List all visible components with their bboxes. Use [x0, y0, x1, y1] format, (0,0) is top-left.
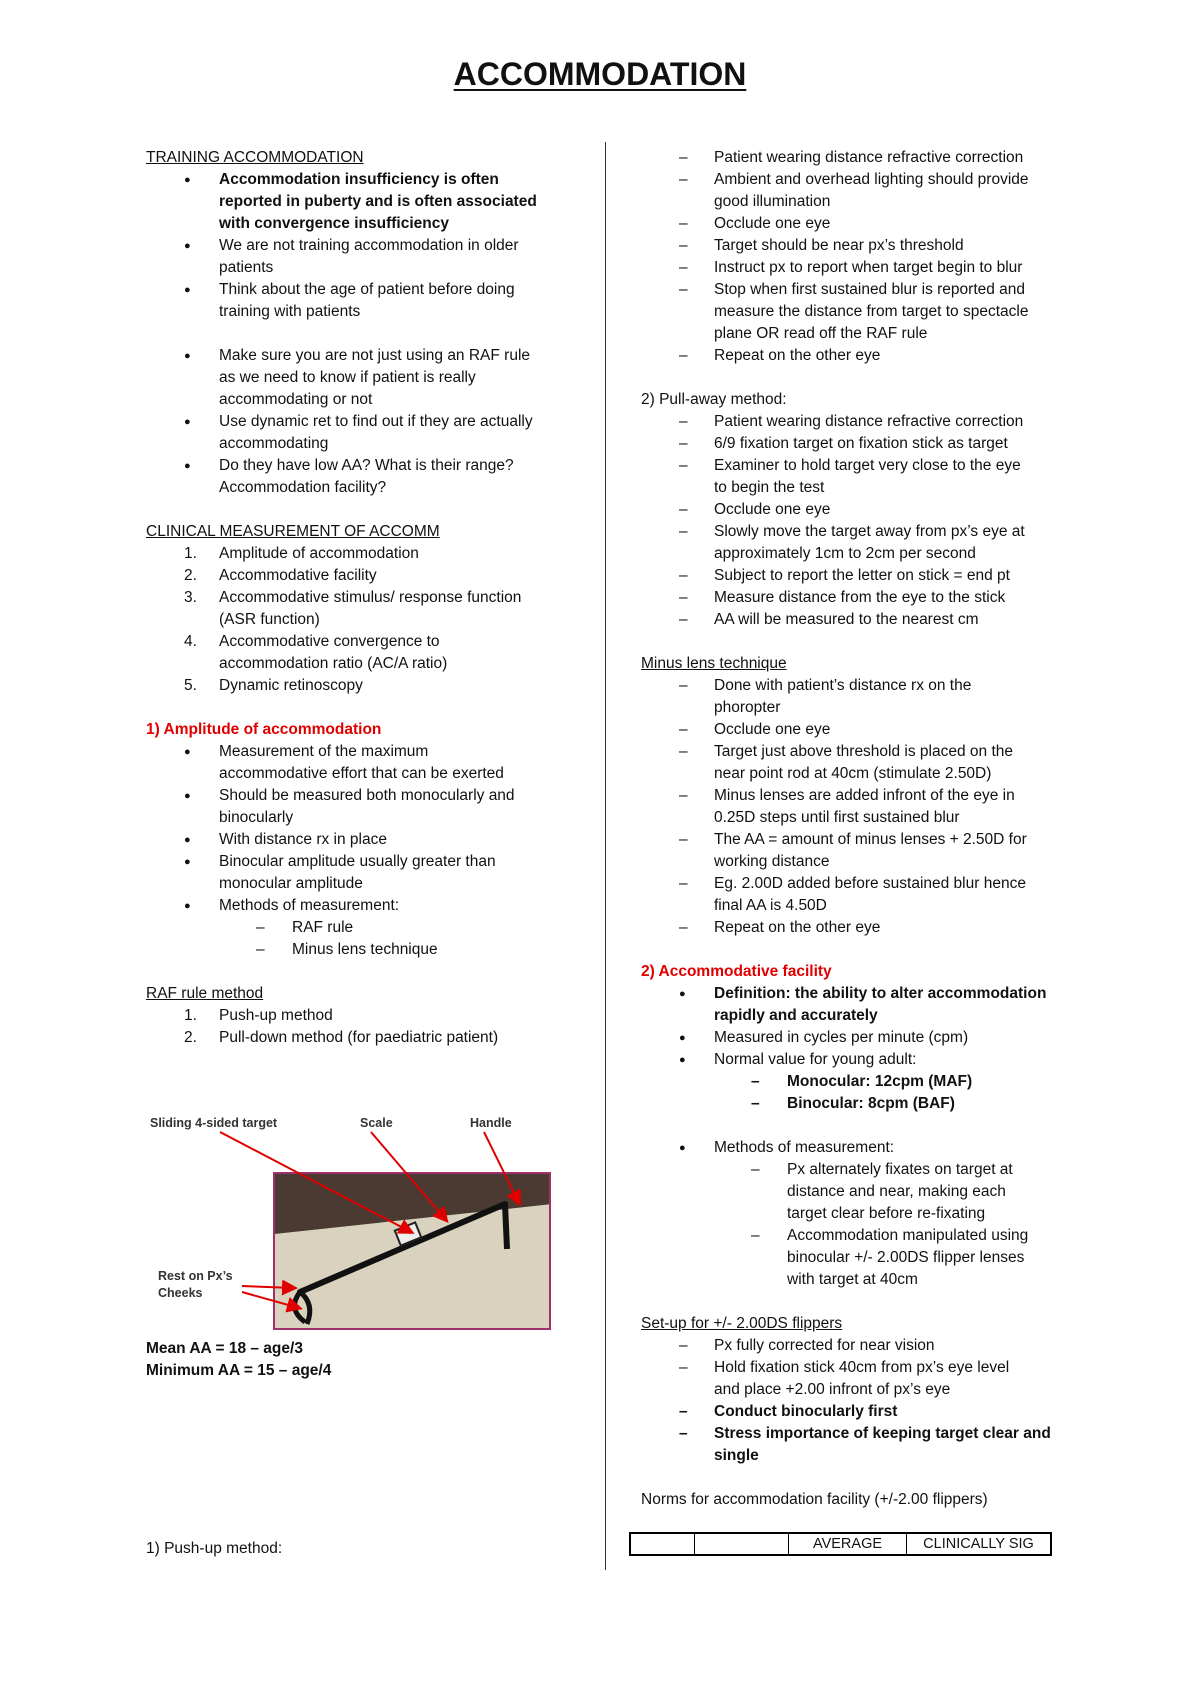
bullet-icon: ●: [184, 746, 191, 758]
list-item-cont: approximately 1cm to 2cm per second: [714, 545, 976, 562]
arrow-scale: [371, 1132, 446, 1220]
list-item-cont: to begin the test: [714, 479, 825, 496]
list-item: – Done with patient’s distance rx on the: [679, 677, 972, 694]
list-item: ● Normal value for young adult:: [641, 1049, 1071, 1071]
list-item: – Repeat on the other eye: [679, 919, 881, 936]
list-item: 3. Accommodative stimulus/ response function: [184, 589, 522, 606]
list-item: – Occlude one eye: [679, 215, 831, 232]
list-item: ● Should be measured both monocularly and: [146, 785, 576, 807]
list-item: ● Definition: the ability to alter accommodation: [641, 983, 1071, 1005]
pullaway-heading: 2) Pull-away method:: [641, 391, 787, 408]
sub-list-item: – Minus lens technique: [256, 941, 438, 958]
list-item-cont: working distance: [714, 853, 830, 870]
list-item-cont: plane OR read off the RAF rule: [714, 325, 928, 342]
list-item: – The AA = amount of minus lenses + 2.50D for: [679, 831, 1027, 848]
table-cell: [695, 1534, 789, 1554]
bullet-icon: ●: [679, 1142, 686, 1154]
bullet-icon: ●: [184, 350, 191, 362]
arrow-target: [220, 1132, 411, 1232]
left-column: [146, 147, 576, 1049]
list-item-cont: monocular amplitude: [219, 875, 363, 892]
table-header-average: AVERAGE: [789, 1534, 907, 1554]
list-item: ● Methods of measurement:: [641, 1137, 1071, 1159]
sub-list-item-cont: binocular +/- 2.00DS flipper lenses: [787, 1249, 1025, 1266]
bullet-icon: ●: [184, 900, 191, 912]
list-item: – Repeat on the other eye: [679, 347, 881, 364]
bullet-icon: ●: [679, 1054, 686, 1066]
list-item-cont: Accommodation facility?: [219, 479, 387, 496]
list-item-cont: accommodating: [219, 435, 329, 452]
list-item: 2. Accommodative facility: [184, 567, 377, 584]
bullet-icon: ●: [679, 988, 686, 1000]
figure-label-rest-1: Rest on Px’s: [158, 1269, 233, 1283]
list-item: – Target just above threshold is placed on the: [679, 743, 1013, 760]
bullet-icon: ●: [184, 240, 191, 252]
column-divider: [605, 142, 606, 1570]
list-item: – Stop when first sustained blur is reported and: [679, 281, 1026, 298]
list-item: – Hold fixation stick 40cm from px’s eye level: [679, 1359, 1010, 1376]
list-item: – Ambient and overhead lighting should provide: [679, 171, 1029, 188]
bullet-icon: ●: [184, 834, 191, 846]
arrow-rest-2: [242, 1292, 299, 1308]
raf-heading: RAF rule method: [146, 985, 264, 1002]
list-item: – Slowly move the target away from px’s eye at: [679, 523, 1025, 540]
list-item: – Subject to report the letter on stick = end pt: [679, 567, 1010, 584]
table-header-clinically-sig: CLINICALLY SIG: [923, 1536, 1034, 1552]
list-item: 4. Accommodative convergence to: [184, 633, 440, 650]
bullet-icon: ●: [184, 284, 191, 296]
list-item: ● Measurement of the maximum: [146, 741, 576, 763]
list-item: – Occlude one eye: [679, 501, 831, 518]
aa-formulas: [146, 1338, 576, 1382]
list-item-cont: training with patients: [219, 303, 361, 320]
table-cell: [631, 1534, 695, 1554]
list-item-cont: near point rod at 40cm (stimulate 2.50D): [714, 765, 992, 782]
list-item: – Patient wearing distance refractive correction: [679, 413, 1024, 430]
list-item: – Conduct binocularly first: [679, 1403, 898, 1420]
sub-list-item: – RAF rule: [256, 919, 354, 936]
list-item-cont: as we need to know if patient is really: [219, 369, 476, 386]
list-item-cont: phoropter: [714, 699, 781, 716]
figure-label-handle: Handle: [470, 1116, 512, 1130]
list-item-cont: measure the distance from target to spectacle: [714, 303, 1029, 320]
list-item-cont: (ASR function): [219, 611, 320, 628]
figure-label-scale: Scale: [360, 1116, 393, 1130]
minus-lens-heading: Minus lens technique: [641, 655, 787, 672]
list-item: ● We are not training accommodation in older: [146, 235, 576, 257]
sub-list-item: – Accommodation manipulated using: [751, 1227, 1029, 1244]
list-item-cont: good illumination: [714, 193, 831, 210]
list-item: – Eg. 2.00D added before sustained blur hence: [679, 875, 1026, 892]
min-aa-formula: Minimum AA = 15 – age/4: [146, 1362, 332, 1379]
figure-arrows: [146, 1108, 571, 1333]
bullet-icon: ●: [184, 790, 191, 802]
mean-aa-formula: Mean AA = 18 – age/3: [146, 1340, 303, 1357]
sub-list-item-cont: target clear before re-fixating: [787, 1205, 986, 1222]
list-item-cont: rapidly and accurately: [714, 1007, 878, 1024]
norms-table: [629, 1532, 1052, 1556]
list-item: – Occlude one eye: [679, 721, 831, 738]
list-item-cont: binocularly: [219, 809, 294, 826]
list-item-cont: and place +2.00 infront of px’s eye: [714, 1381, 951, 1398]
list-item-cont: reported in puberty and is often associated: [219, 193, 537, 210]
list-item-cont: single: [714, 1447, 759, 1464]
list-item: ● With distance rx in place: [146, 829, 576, 851]
list-item: 1. Push-up method: [184, 1007, 333, 1024]
list-item: ● Do they have low AA? What is their range?: [146, 455, 576, 477]
arrow-rest-1: [242, 1286, 294, 1288]
list-item: 2. Pull-down method (for paediatric patient): [184, 1029, 499, 1046]
list-item: – Target should be near px’s threshold: [679, 237, 964, 254]
list-item: – 6/9 fixation target on fixation stick as target: [679, 435, 1008, 452]
arrow-handle: [484, 1132, 519, 1203]
list-item: 1. Amplitude of accommodation: [184, 545, 419, 562]
raf-rule-figure: [146, 1108, 571, 1333]
list-item: – Px fully corrected for near vision: [679, 1337, 935, 1354]
list-item-cont: accommodating or not: [219, 391, 373, 408]
sub-list-item: – Binocular: 8cpm (BAF): [751, 1095, 955, 1112]
list-item: – Instruct px to report when target begin to blur: [679, 259, 1023, 276]
sub-list-item-cont: distance and near, making each: [787, 1183, 1006, 1200]
list-item: 5. Dynamic retinoscopy: [184, 677, 363, 694]
bullet-icon: ●: [679, 1032, 686, 1044]
list-item: – AA will be measured to the nearest cm: [679, 611, 979, 628]
bullet-icon: ●: [184, 416, 191, 428]
list-item-cont: patients: [219, 259, 274, 276]
amplitude-heading: 1) Amplitude of accommodation: [146, 721, 382, 738]
facility-heading: 2) Accommodative facility: [641, 963, 832, 980]
list-item: – Minus lenses are added infront of the eye in: [679, 787, 1015, 804]
sub-list-item: – Monocular: 12cpm (MAF): [751, 1073, 973, 1090]
list-item: ● Accommodation insufficiency is often: [146, 169, 576, 191]
clinical-heading: CLINICAL MEASUREMENT OF ACCOMM: [146, 523, 440, 540]
pushup-section: [146, 1538, 576, 1560]
figure-label-target: Sliding 4-sided target: [150, 1116, 278, 1130]
list-item: – Stress importance of keeping target clear and: [679, 1425, 1051, 1442]
bullet-icon: ●: [184, 460, 191, 472]
list-item: ● Methods of measurement:: [146, 895, 576, 917]
list-item-cont: with convergence insufficiency: [219, 215, 449, 232]
list-item: – Patient wearing distance refractive correction: [679, 149, 1024, 166]
list-item: ● Make sure you are not just using an RAF rule: [146, 345, 576, 367]
list-item-cont: 0.25D steps until first sustained blur: [714, 809, 960, 826]
sub-list-item: – Px alternately fixates on target at: [751, 1161, 1013, 1178]
figure-label-rest-2: Cheeks: [158, 1286, 203, 1300]
sub-list-item-cont: with target at 40cm: [787, 1271, 918, 1288]
bullet-icon: ●: [184, 856, 191, 868]
list-item: ● Binocular amplitude usually greater than: [146, 851, 576, 873]
pushup-heading: 1) Push-up method:: [146, 1540, 283, 1557]
list-item-cont: accommodative effort that can be exerted: [219, 765, 504, 782]
setup-heading: Set-up for +/- 2.00DS flippers: [641, 1315, 843, 1332]
list-item-cont: accommodation ratio (AC/A ratio): [219, 655, 448, 672]
norms-heading: Norms for accommodation facility (+/-2.00 flippers): [641, 1491, 988, 1508]
training-heading: TRAINING ACCOMMODATION: [146, 149, 364, 166]
page-title: ACCOMMODATION: [453, 56, 747, 92]
list-item: ● Use dynamic ret to find out if they are actually: [146, 411, 576, 433]
list-item: ● Think about the age of patient before doing: [146, 279, 576, 301]
bullet-icon: ●: [184, 174, 191, 186]
list-item: – Measure distance from the eye to the stick: [679, 589, 1006, 606]
list-item-cont: final AA is 4.50D: [714, 897, 827, 914]
right-column: [641, 147, 1071, 1511]
list-item: ● Measured in cycles per minute (cpm): [641, 1027, 1071, 1049]
list-item: – Examiner to hold target very close to the eye: [679, 457, 1021, 474]
